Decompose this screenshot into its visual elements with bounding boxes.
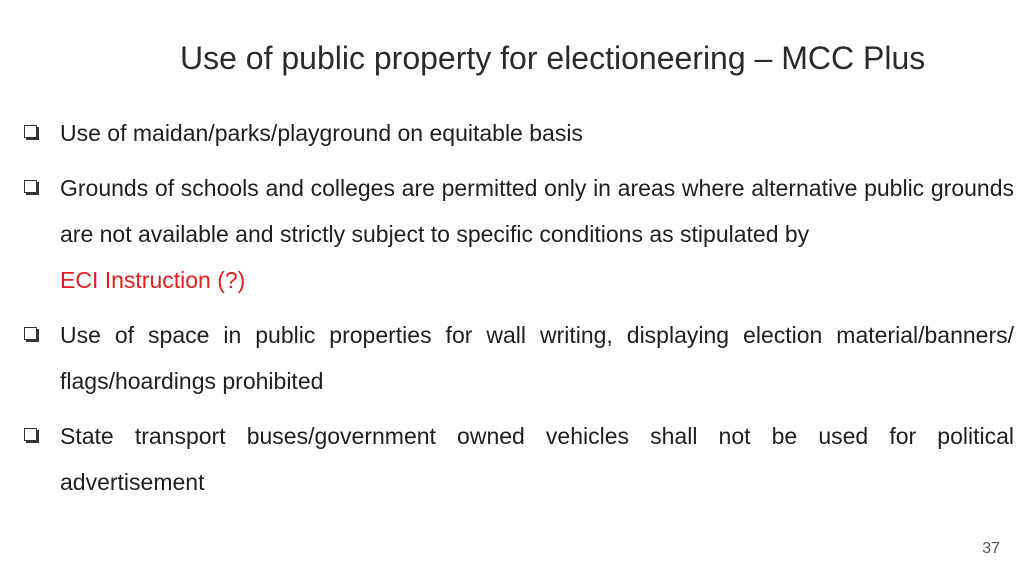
bullet-text: State transport buses/government owned vehicles shall not be used for political advertisement — [60, 423, 1014, 495]
bullet-text: Use of maidan/parks/playground on equitable basis — [60, 120, 583, 146]
square-bullet-icon — [24, 125, 37, 138]
bullet-text: Grounds of schools and colleges are permitted only in areas where alternative public grounds are not available and strictly subject to specific conditions as stipulated by — [60, 175, 1014, 247]
bullet-item — [20, 312, 1014, 404]
square-bullet-icon — [24, 180, 37, 193]
page-number: 37 — [982, 540, 1000, 557]
bullet-text: Use of space in public properties for wall writing, displaying election material/banners/ flags/hoardings prohibited — [60, 322, 1014, 394]
eci-instruction-link[interactable]: ECI Instruction (?) — [60, 267, 246, 293]
square-bullet-icon — [24, 327, 37, 340]
slide-title: Use of public property for electioneering – MCC Plus — [180, 40, 926, 76]
bullet-item — [20, 110, 1014, 156]
square-bullet-icon — [24, 428, 37, 441]
bullet-item — [20, 413, 1014, 505]
bullet-item — [20, 165, 1014, 303]
bullet-list — [20, 110, 1014, 514]
